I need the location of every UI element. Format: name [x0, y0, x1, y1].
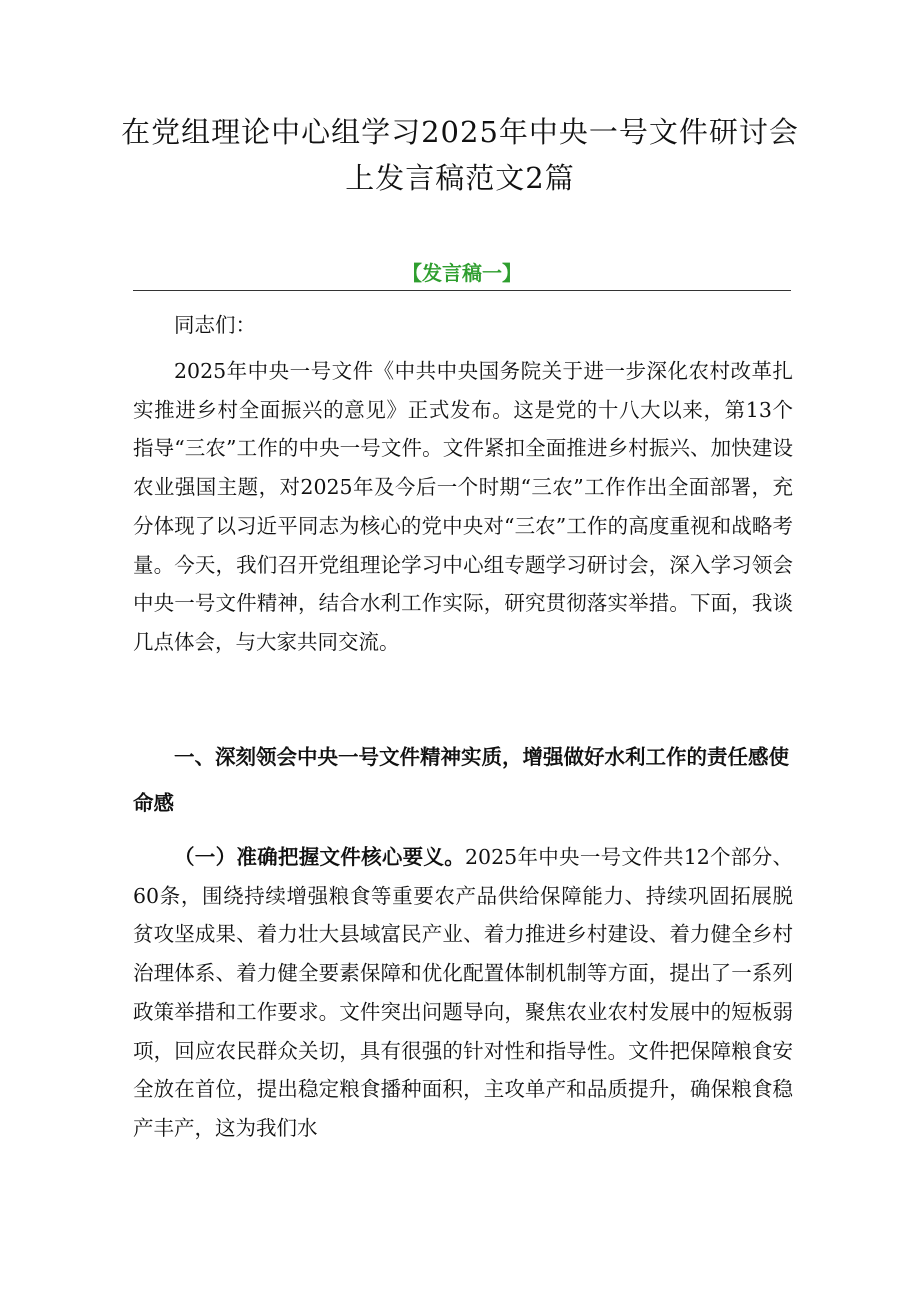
document-title-line-2: 上发言稿范文2篇 [345, 161, 575, 195]
subsection-1-lead: （一）准确把握文件核心要义。 [174, 845, 466, 869]
salutation: 同志们： [174, 313, 256, 337]
document-title-line-1: 在党组理论中心组学习2025年中央一号文件研讨会 [121, 115, 799, 149]
section-label: 【发言稿一】 [402, 261, 522, 285]
subsection-1-text: 2025年中央一号文件共12个部分、60条，围绕持续增强粮食等重要农产品供给保障能力、持续巩固拓展脱贫攻坚成果、着力壮大县域富民产业、着力推进乡村建设、着力健全乡村治理体系、着力健全要素保障和优化配置体制机制等方面，提出了一系列政策举措和工作要求。文件突出问题导向，聚焦农业农村发展中的短板弱项，回应农民群众关切，具有很强的针对性和指导性。文件把保障粮食安全放在首位，提出稳定粮食播种面积，主攻单产和品质提升，确保粮食稳产丰产，这为我们水 [133, 845, 793, 1140]
heading-section-1: 一、深刻领会中央一号文件精神实质，增强做好水利工作的责任感使命感 [133, 745, 789, 815]
paragraph-intro: 2025年中央一号文件《中共中央国务院关于进一步深化农村改革扎实推进乡村全面振兴的意见》正式发布。这是党的十八大以来，第13个指导“三农”工作的中央一号文件。文件紧扣全面推进乡村振兴、加快建设农业强国主题，对2025年及今后一个时期“三农”工作作出全面部署，充分体现了以习近平同志为核心的党中央对“三农”工作的高度重视和战略考量。今天，我们召开党组理论学习中心组专题学习研讨会，深入学习领会中央一号文件精神，结合水利工作实际，研究贯彻落实举措。下面，我谈几点体会，与大家共同交流。 [133, 359, 793, 654]
paragraph-subsection-1 [133, 838, 793, 1148]
section-divider [133, 290, 791, 291]
